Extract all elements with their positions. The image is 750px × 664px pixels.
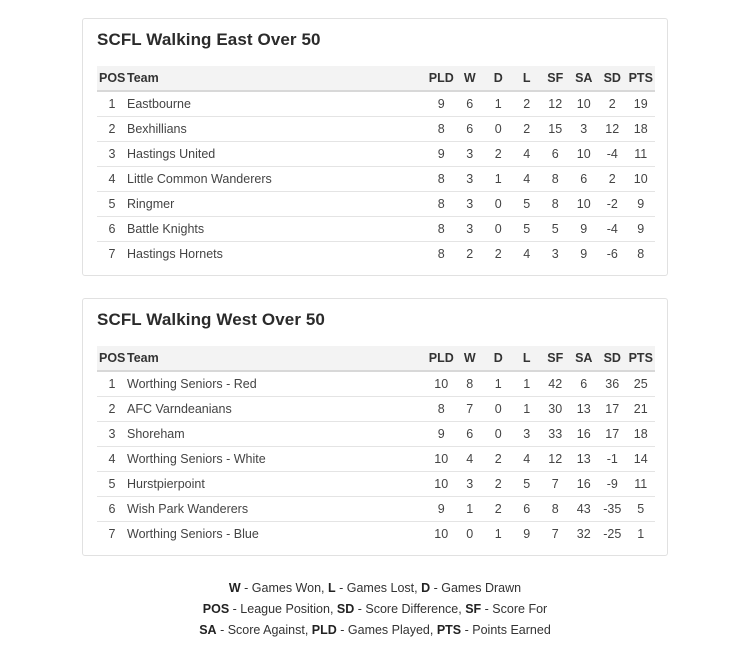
table-row — [97, 117, 655, 142]
header-team: Team — [127, 66, 427, 91]
cell-pld: 10 — [427, 472, 456, 497]
header-d: D — [484, 346, 513, 371]
cell-d: 0 — [484, 117, 513, 142]
cell-sf: 12 — [541, 91, 570, 117]
east-league-rows — [97, 91, 655, 266]
cell-pld: 9 — [427, 142, 456, 167]
cell-pts: 10 — [627, 167, 656, 192]
cell-sa: 13 — [570, 447, 599, 472]
table-row — [97, 422, 655, 447]
cell-team: Hastings Hornets — [127, 247, 223, 261]
cell-pos: 1 — [97, 91, 127, 117]
cell-pos: 5 — [97, 472, 127, 497]
cell-sd: -1 — [598, 447, 627, 472]
header-pos: POS — [97, 66, 127, 91]
legend-text: - Games Played, — [336, 623, 437, 637]
cell-w: 3 — [456, 217, 485, 242]
legend-text: - Score Difference, — [354, 602, 466, 616]
cell-team: Eastbourne — [127, 91, 427, 117]
abbreviation-legend — [0, 578, 750, 641]
cell-pos: 3 — [97, 422, 127, 447]
cell-pts: 9 — [627, 217, 656, 242]
cell-l: 4 — [513, 142, 542, 167]
cell-w: 6 — [456, 91, 485, 117]
cell-l: 4 — [523, 247, 531, 261]
cell-team: Ringmer — [127, 192, 427, 217]
cell-pos: 1 — [97, 371, 127, 397]
table-row — [97, 472, 655, 497]
legend-text: - Games Won, — [240, 581, 328, 595]
cell-team: Hurstpierpoint — [127, 472, 427, 497]
cell-team: Bexhillians — [127, 117, 427, 142]
header-l: L — [513, 346, 542, 371]
cell-d: 0 — [484, 192, 513, 217]
table-row — [97, 192, 655, 217]
cell-sd: -4 — [598, 142, 627, 167]
table-row — [97, 242, 655, 267]
table-row — [97, 497, 655, 522]
legend-text: - Score For — [481, 602, 548, 616]
cell-sd: 36 — [598, 371, 627, 397]
cell-w: 3 — [456, 167, 485, 192]
cell-l: 2 — [513, 117, 542, 142]
legend-line-2 — [0, 599, 750, 620]
table-header-row — [97, 66, 655, 91]
cell-pts: 21 — [627, 397, 656, 422]
cell-pts: 14 — [627, 447, 656, 472]
cell-l: 6 — [513, 497, 542, 522]
cell-team: Hastings United — [127, 142, 427, 167]
cell-l: 1 — [513, 371, 542, 397]
legend-key: SD — [336, 602, 355, 616]
cell-w: 0 — [466, 527, 474, 541]
cell-sf: 42 — [541, 371, 570, 397]
cell-pts: 18 — [627, 422, 656, 447]
table-row — [97, 522, 655, 547]
cell-team: Wish Park Wanderers — [127, 497, 427, 522]
cell-team: Little Common Wanderers — [127, 167, 427, 192]
cell-sa: 43 — [570, 497, 599, 522]
header-sa: SA — [570, 346, 599, 371]
legend-text: - Score Against, — [216, 623, 312, 637]
legend-text: - Games Drawn — [430, 581, 522, 595]
east-league-table — [97, 66, 655, 266]
header-pld: PLD — [427, 66, 456, 91]
legend-key: PLD — [311, 623, 337, 637]
cell-pld: 9 — [427, 91, 456, 117]
cell-d: 2 — [484, 142, 513, 167]
cell-sd: 2 — [598, 91, 627, 117]
cell-d: 1 — [484, 371, 513, 397]
cell-w: 8 — [456, 371, 485, 397]
cell-l: 3 — [513, 422, 542, 447]
cell-l: 5 — [513, 472, 542, 497]
cell-sd: -25 — [603, 527, 622, 541]
cell-d: 2 — [484, 497, 513, 522]
cell-pld: 8 — [427, 167, 456, 192]
cell-w: 6 — [456, 117, 485, 142]
legend-key: L — [327, 581, 336, 595]
cell-team: Worthing Seniors - White — [127, 447, 427, 472]
header-l: L — [513, 66, 542, 91]
cell-pos: 2 — [97, 397, 127, 422]
cell-team: Shoreham — [127, 422, 427, 447]
cell-pld: 9 — [427, 497, 456, 522]
table-header-row — [97, 346, 655, 371]
cell-sa: 6 — [570, 167, 599, 192]
cell-pts: 1 — [637, 527, 645, 541]
cell-pts: 11 — [627, 472, 656, 497]
cell-sd: 17 — [598, 397, 627, 422]
table-row — [97, 447, 655, 472]
cell-sf: 7 — [551, 527, 559, 541]
header-pos: POS — [97, 346, 127, 371]
cell-d: 0 — [484, 422, 513, 447]
cell-d: 0 — [484, 217, 513, 242]
cell-l: 2 — [513, 91, 542, 117]
cell-pld: 9 — [427, 422, 456, 447]
cell-pos: 5 — [97, 192, 127, 217]
table-row — [97, 397, 655, 422]
cell-sd: -6 — [606, 247, 618, 261]
header-pts: PTS — [627, 346, 656, 371]
cell-pld: 8 — [427, 192, 456, 217]
cell-pos: 6 — [97, 497, 127, 522]
cell-pos: 4 — [97, 447, 127, 472]
cell-w: 4 — [456, 447, 485, 472]
cell-pld: 8 — [427, 397, 456, 422]
cell-sa: 16 — [570, 472, 599, 497]
cell-pts: 18 — [627, 117, 656, 142]
cell-pos: 3 — [97, 142, 127, 167]
cell-pld: 10 — [434, 527, 449, 541]
cell-d: 1 — [494, 527, 502, 541]
cell-sf: 8 — [541, 192, 570, 217]
cell-pos: 4 — [97, 167, 127, 192]
cell-team: Worthing Seniors - Red — [127, 371, 427, 397]
cell-pld: 8 — [427, 117, 456, 142]
header-sf: SF — [541, 66, 570, 91]
cell-l: 1 — [513, 397, 542, 422]
cell-sf: 15 — [541, 117, 570, 142]
cell-d: 0 — [484, 397, 513, 422]
cell-l: 9 — [523, 527, 531, 541]
cell-sa: 13 — [570, 397, 599, 422]
cell-pos: 7 — [108, 527, 116, 541]
cell-pts: 19 — [627, 91, 656, 117]
legend-key: PTS — [436, 623, 462, 637]
cell-sd: -9 — [598, 472, 627, 497]
cell-sa: 6 — [570, 371, 599, 397]
table-row — [97, 142, 655, 167]
header-pld: PLD — [427, 346, 456, 371]
cell-sa: 10 — [570, 192, 599, 217]
cell-d: 2 — [484, 472, 513, 497]
legend-line-3 — [0, 620, 750, 641]
header-w: W — [456, 66, 485, 91]
cell-sa: 10 — [570, 142, 599, 167]
table-row — [97, 217, 655, 242]
legend-key: D — [421, 581, 431, 595]
cell-sf: 33 — [541, 422, 570, 447]
cell-w: 6 — [456, 422, 485, 447]
legend-key: W — [228, 581, 241, 595]
cell-pts: 11 — [627, 142, 656, 167]
cell-pos: 6 — [97, 217, 127, 242]
legend-key: SF — [465, 602, 482, 616]
header-team: Team — [127, 346, 427, 371]
cell-pld: 8 — [427, 217, 456, 242]
cell-pld: 10 — [427, 447, 456, 472]
west-league-card — [82, 298, 668, 556]
cell-sd: -2 — [598, 192, 627, 217]
cell-pts: 5 — [627, 497, 656, 522]
cell-sd: 17 — [598, 422, 627, 447]
cell-d: 2 — [484, 447, 513, 472]
header-sa: SA — [570, 66, 599, 91]
east-league-card — [82, 18, 668, 276]
cell-pts: 8 — [637, 247, 645, 261]
cell-l: 5 — [513, 192, 542, 217]
west-league-table — [97, 346, 655, 546]
cell-sa: 32 — [576, 527, 591, 541]
legend-key: POS — [202, 602, 230, 616]
cell-pts: 9 — [627, 192, 656, 217]
cell-team: Battle Knights — [127, 217, 427, 242]
cell-pld: 10 — [427, 371, 456, 397]
cell-w: 3 — [456, 472, 485, 497]
cell-w: 2 — [466, 247, 474, 261]
cell-sd: -35 — [598, 497, 627, 522]
legend-text: - Games Lost, — [335, 581, 422, 595]
cell-sa: 9 — [570, 217, 599, 242]
legend-text: - Points Earned — [461, 623, 551, 637]
header-sd: SD — [598, 346, 627, 371]
cell-sa: 16 — [570, 422, 599, 447]
header-pts: PTS — [627, 66, 656, 91]
cell-sf: 6 — [541, 142, 570, 167]
cell-sf: 3 — [551, 247, 559, 261]
cell-d: 1 — [484, 91, 513, 117]
header-sd: SD — [598, 66, 627, 91]
cell-l: 5 — [513, 217, 542, 242]
cell-w: 3 — [456, 192, 485, 217]
cell-pos: 2 — [97, 117, 127, 142]
cell-pts: 25 — [627, 371, 656, 397]
legend-line-1 — [0, 578, 750, 599]
cell-sd: 2 — [598, 167, 627, 192]
east-league-title: SCFL Walking East Over 50 — [97, 30, 321, 49]
cell-sf: 5 — [541, 217, 570, 242]
west-league-rows — [97, 371, 655, 546]
cell-sf: 8 — [541, 497, 570, 522]
cell-sf: 7 — [541, 472, 570, 497]
cell-w: 7 — [456, 397, 485, 422]
cell-team: AFC Varndeanians — [127, 397, 427, 422]
cell-sa: 9 — [580, 247, 588, 261]
west-league-title: SCFL Walking West Over 50 — [97, 310, 325, 329]
cell-d: 1 — [484, 167, 513, 192]
table-row — [97, 91, 655, 117]
cell-sf: 12 — [541, 447, 570, 472]
header-sf: SF — [541, 346, 570, 371]
cell-d: 2 — [494, 247, 502, 261]
cell-sa: 10 — [570, 91, 599, 117]
header-d: D — [484, 66, 513, 91]
cell-sa: 3 — [570, 117, 599, 142]
cell-sf: 8 — [541, 167, 570, 192]
header-w: W — [456, 346, 485, 371]
cell-l: 4 — [513, 447, 542, 472]
table-row — [97, 167, 655, 192]
legend-text: - League Position, — [229, 602, 337, 616]
cell-w: 3 — [456, 142, 485, 167]
cell-pos: 7 — [108, 247, 116, 261]
legend-key: SA — [199, 623, 217, 637]
table-row — [97, 371, 655, 397]
cell-sd: 12 — [598, 117, 627, 142]
cell-w: 1 — [456, 497, 485, 522]
cell-team: Worthing Seniors - Blue — [127, 527, 259, 541]
cell-l: 4 — [513, 167, 542, 192]
cell-sf: 30 — [541, 397, 570, 422]
cell-pld: 8 — [437, 247, 445, 261]
cell-sd: -4 — [598, 217, 627, 242]
